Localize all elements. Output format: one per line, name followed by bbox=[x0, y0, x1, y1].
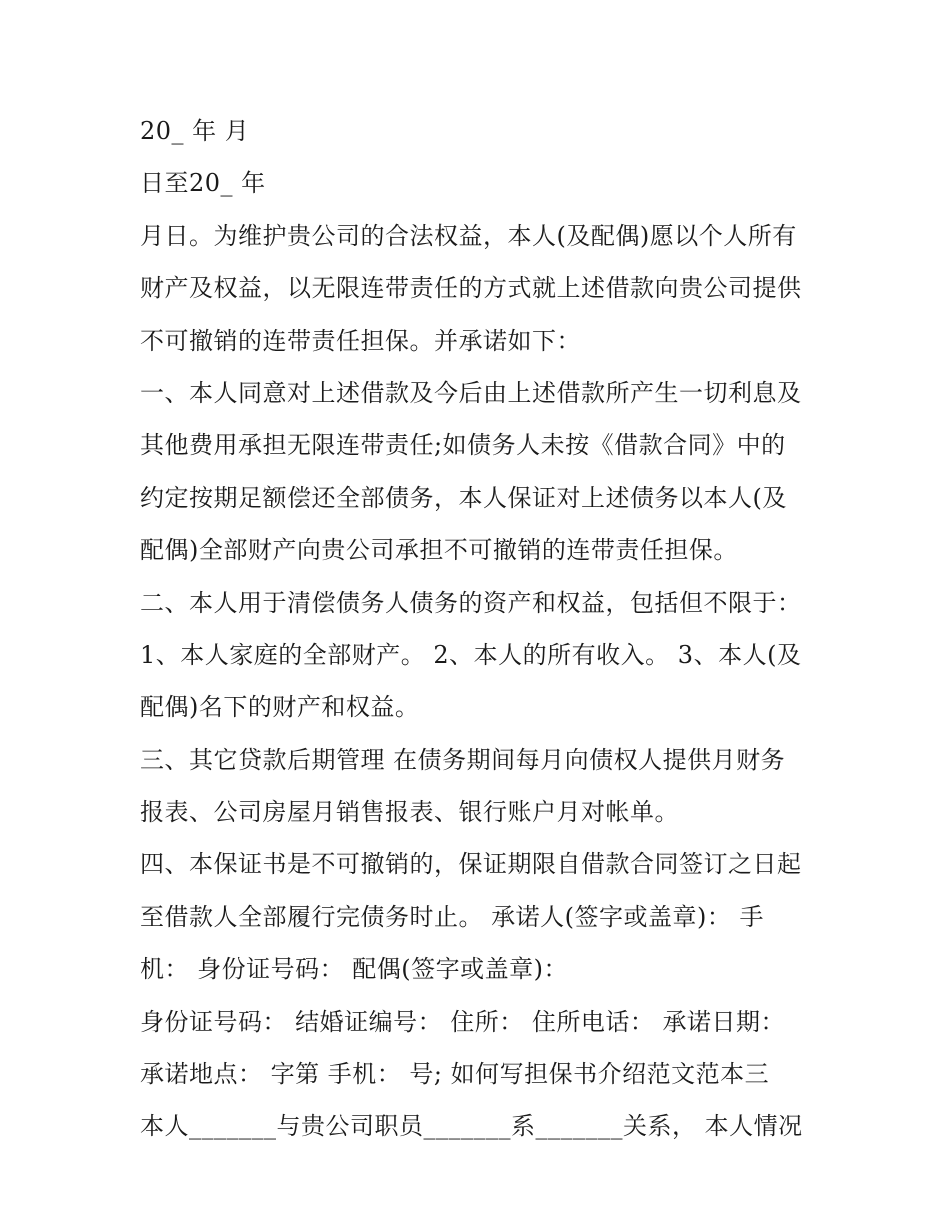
text-line: 配偶)名下的财产和权益。 bbox=[140, 693, 420, 722]
text-line-date-end: 日至20_ 年 bbox=[140, 169, 266, 198]
signature-fields-line: 机： 身份证号码： 配偶(签字或盖章)： bbox=[140, 955, 568, 984]
text-line-date-start: 20_ 年 月 bbox=[140, 117, 250, 145]
clause-four-line: 四、本保证书是不可撤销的，保证期限自借款合同签订之日起 bbox=[140, 850, 802, 879]
clause-one-line: 一、本人同意对上述借款及今后由上述借款所产生一切利息及 bbox=[140, 378, 802, 407]
text-line: 至借款人全部履行完债务时止。 承诺人(签字或盖章)： 手 bbox=[140, 902, 764, 931]
text-line: 报表、公司房屋月销售报表、银行账户月对帐单。 bbox=[140, 798, 679, 827]
signature-fields-line: 身份证号码： 结婚证编号： 住所： 住所电话： 承诺日期： bbox=[140, 1007, 786, 1036]
document-body bbox=[140, 105, 830, 1153]
text-line: 其他费用承担无限连带责任;如债务人未按《借款合同》中的 bbox=[140, 431, 786, 460]
text-line: 1、本人家庭的全部财产。 2、本人的所有收入。 3、本人(及 bbox=[140, 640, 802, 669]
clause-three-line: 三、其它贷款后期管理 在债务期间每月向债权人提供月财务 bbox=[140, 745, 786, 774]
text-line: 月日。为维护贵公司的合法权益，本人(及配偶)愿以个人所有 bbox=[140, 221, 797, 250]
clause-two-line: 二、本人用于清偿债务人债务的资产和权益，包括但不限于： bbox=[140, 588, 802, 617]
text-line: 本人_______与贵公司职员_______系_______关系， 本人情况 bbox=[140, 1112, 803, 1141]
text-line: 财产及权益，以无限连带责任的方式就上述借款向贵公司提供 bbox=[140, 274, 802, 303]
signature-fields-line: 承诺地点： 字第 手机： 号; 如何写担保书介绍范文范本三 bbox=[140, 1060, 770, 1089]
text-line: 不可撤销的连带责任担保。并承诺如下： bbox=[140, 326, 581, 355]
text-line: 配偶)全部财产向贵公司承担不可撤销的连带责任担保。 bbox=[140, 536, 738, 565]
text-line: 约定按期足额偿还全部债务，本人保证对上述债务以本人(及 bbox=[140, 483, 787, 512]
